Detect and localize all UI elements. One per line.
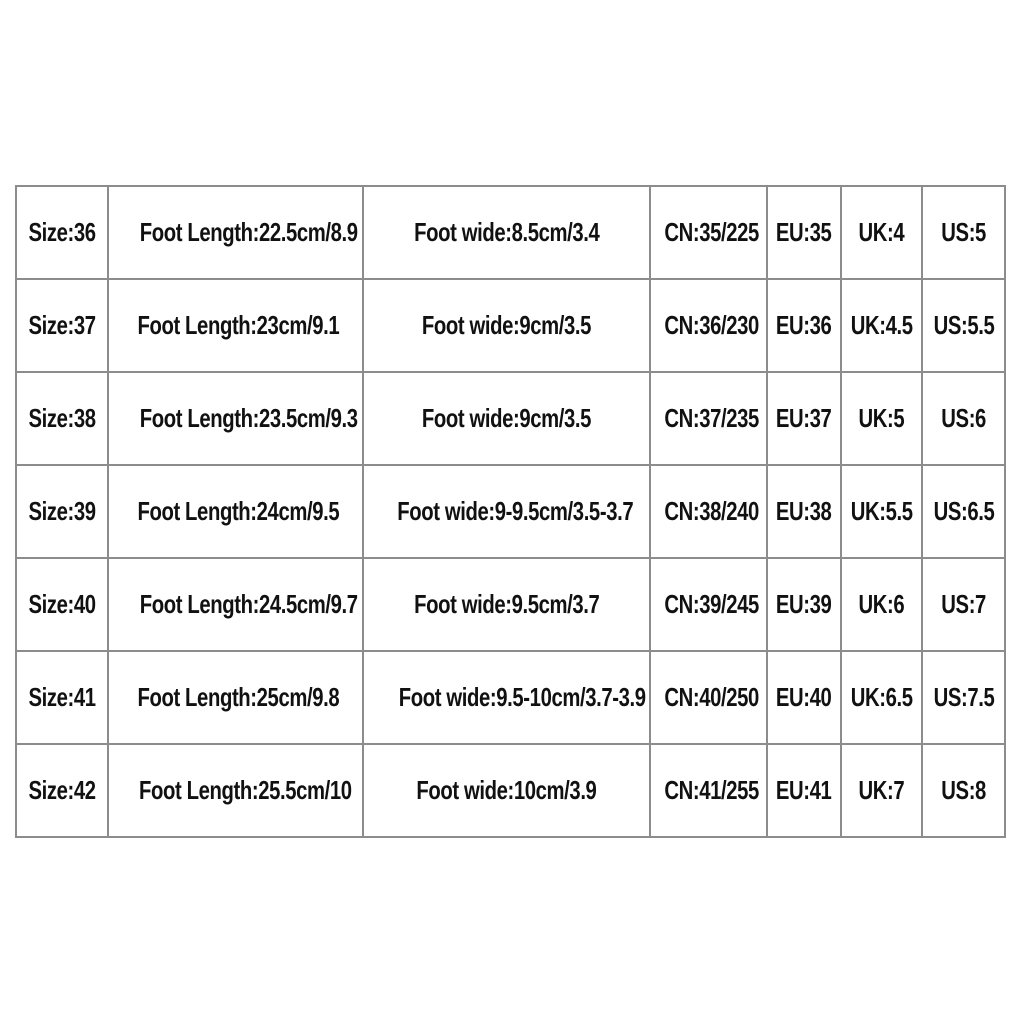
eu-size-cell: EU:40 xyxy=(767,651,841,744)
eu-size-cell: EU:41 xyxy=(767,744,841,837)
us-size-cell: US:7 xyxy=(922,558,1005,651)
foot-length-cell: Foot Length:23cm/9.1 xyxy=(108,279,363,372)
table-row xyxy=(16,465,1005,558)
foot-length-cell: Foot Length:23.5cm/9.3 xyxy=(108,372,363,465)
cn-size-cell: CN:37/235 xyxy=(650,372,767,465)
foot-wide-cell: Foot wide:9-9.5cm/3.5-3.7 xyxy=(363,465,650,558)
cn-size-cell: CN:36/230 xyxy=(650,279,767,372)
uk-size-cell: UK:6.5 xyxy=(841,651,922,744)
uk-size-cell: UK:7 xyxy=(841,744,922,837)
table-row xyxy=(16,744,1005,837)
cn-size-cell: CN:39/245 xyxy=(650,558,767,651)
size-chart-table xyxy=(15,185,1006,838)
foot-length-cell: Foot Length:25cm/9.8 xyxy=(108,651,363,744)
table-row xyxy=(16,279,1005,372)
foot-length-cell: Foot Length:22.5cm/8.9 xyxy=(108,186,363,279)
table-row xyxy=(16,558,1005,651)
uk-size-cell: UK:6 xyxy=(841,558,922,651)
us-size-cell: US:5.5 xyxy=(922,279,1005,372)
uk-size-cell: UK:4 xyxy=(841,186,922,279)
foot-wide-cell: Foot wide:8.5cm/3.4 xyxy=(363,186,650,279)
cn-size-cell: CN:35/225 xyxy=(650,186,767,279)
foot-wide-cell: Foot wide:10cm/3.9 xyxy=(363,744,650,837)
us-size-cell: US:5 xyxy=(922,186,1005,279)
us-size-cell: US:6 xyxy=(922,372,1005,465)
foot-wide-cell: Foot wide:9cm/3.5 xyxy=(363,279,650,372)
size-cell: Size:39 xyxy=(16,465,108,558)
size-cell: Size:37 xyxy=(16,279,108,372)
size-cell: Size:42 xyxy=(16,744,108,837)
size-cell: Size:38 xyxy=(16,372,108,465)
eu-size-cell: EU:35 xyxy=(767,186,841,279)
cn-size-cell: CN:41/255 xyxy=(650,744,767,837)
us-size-cell: US:7.5 xyxy=(922,651,1005,744)
foot-wide-cell: Foot wide:9.5-10cm/3.7-3.9 xyxy=(363,651,650,744)
foot-length-cell: Foot Length:25.5cm/10 xyxy=(108,744,363,837)
uk-size-cell: UK:4.5 xyxy=(841,279,922,372)
uk-size-cell: UK:5.5 xyxy=(841,465,922,558)
foot-wide-cell: Foot wide:9.5cm/3.7 xyxy=(363,558,650,651)
eu-size-cell: EU:36 xyxy=(767,279,841,372)
cn-size-cell: CN:40/250 xyxy=(650,651,767,744)
us-size-cell: US:8 xyxy=(922,744,1005,837)
foot-length-cell: Foot Length:24cm/9.5 xyxy=(108,465,363,558)
eu-size-cell: EU:37 xyxy=(767,372,841,465)
cn-size-cell: CN:38/240 xyxy=(650,465,767,558)
uk-size-cell: UK:5 xyxy=(841,372,922,465)
eu-size-cell: EU:38 xyxy=(767,465,841,558)
size-cell: Size:41 xyxy=(16,651,108,744)
us-size-cell: US:6.5 xyxy=(922,465,1005,558)
size-cell: Size:40 xyxy=(16,558,108,651)
table-row xyxy=(16,372,1005,465)
foot-length-cell: Foot Length:24.5cm/9.7 xyxy=(108,558,363,651)
size-cell: Size:36 xyxy=(16,186,108,279)
table-row xyxy=(16,651,1005,744)
table-row xyxy=(16,186,1005,279)
foot-wide-cell: Foot wide:9cm/3.5 xyxy=(363,372,650,465)
eu-size-cell: EU:39 xyxy=(767,558,841,651)
